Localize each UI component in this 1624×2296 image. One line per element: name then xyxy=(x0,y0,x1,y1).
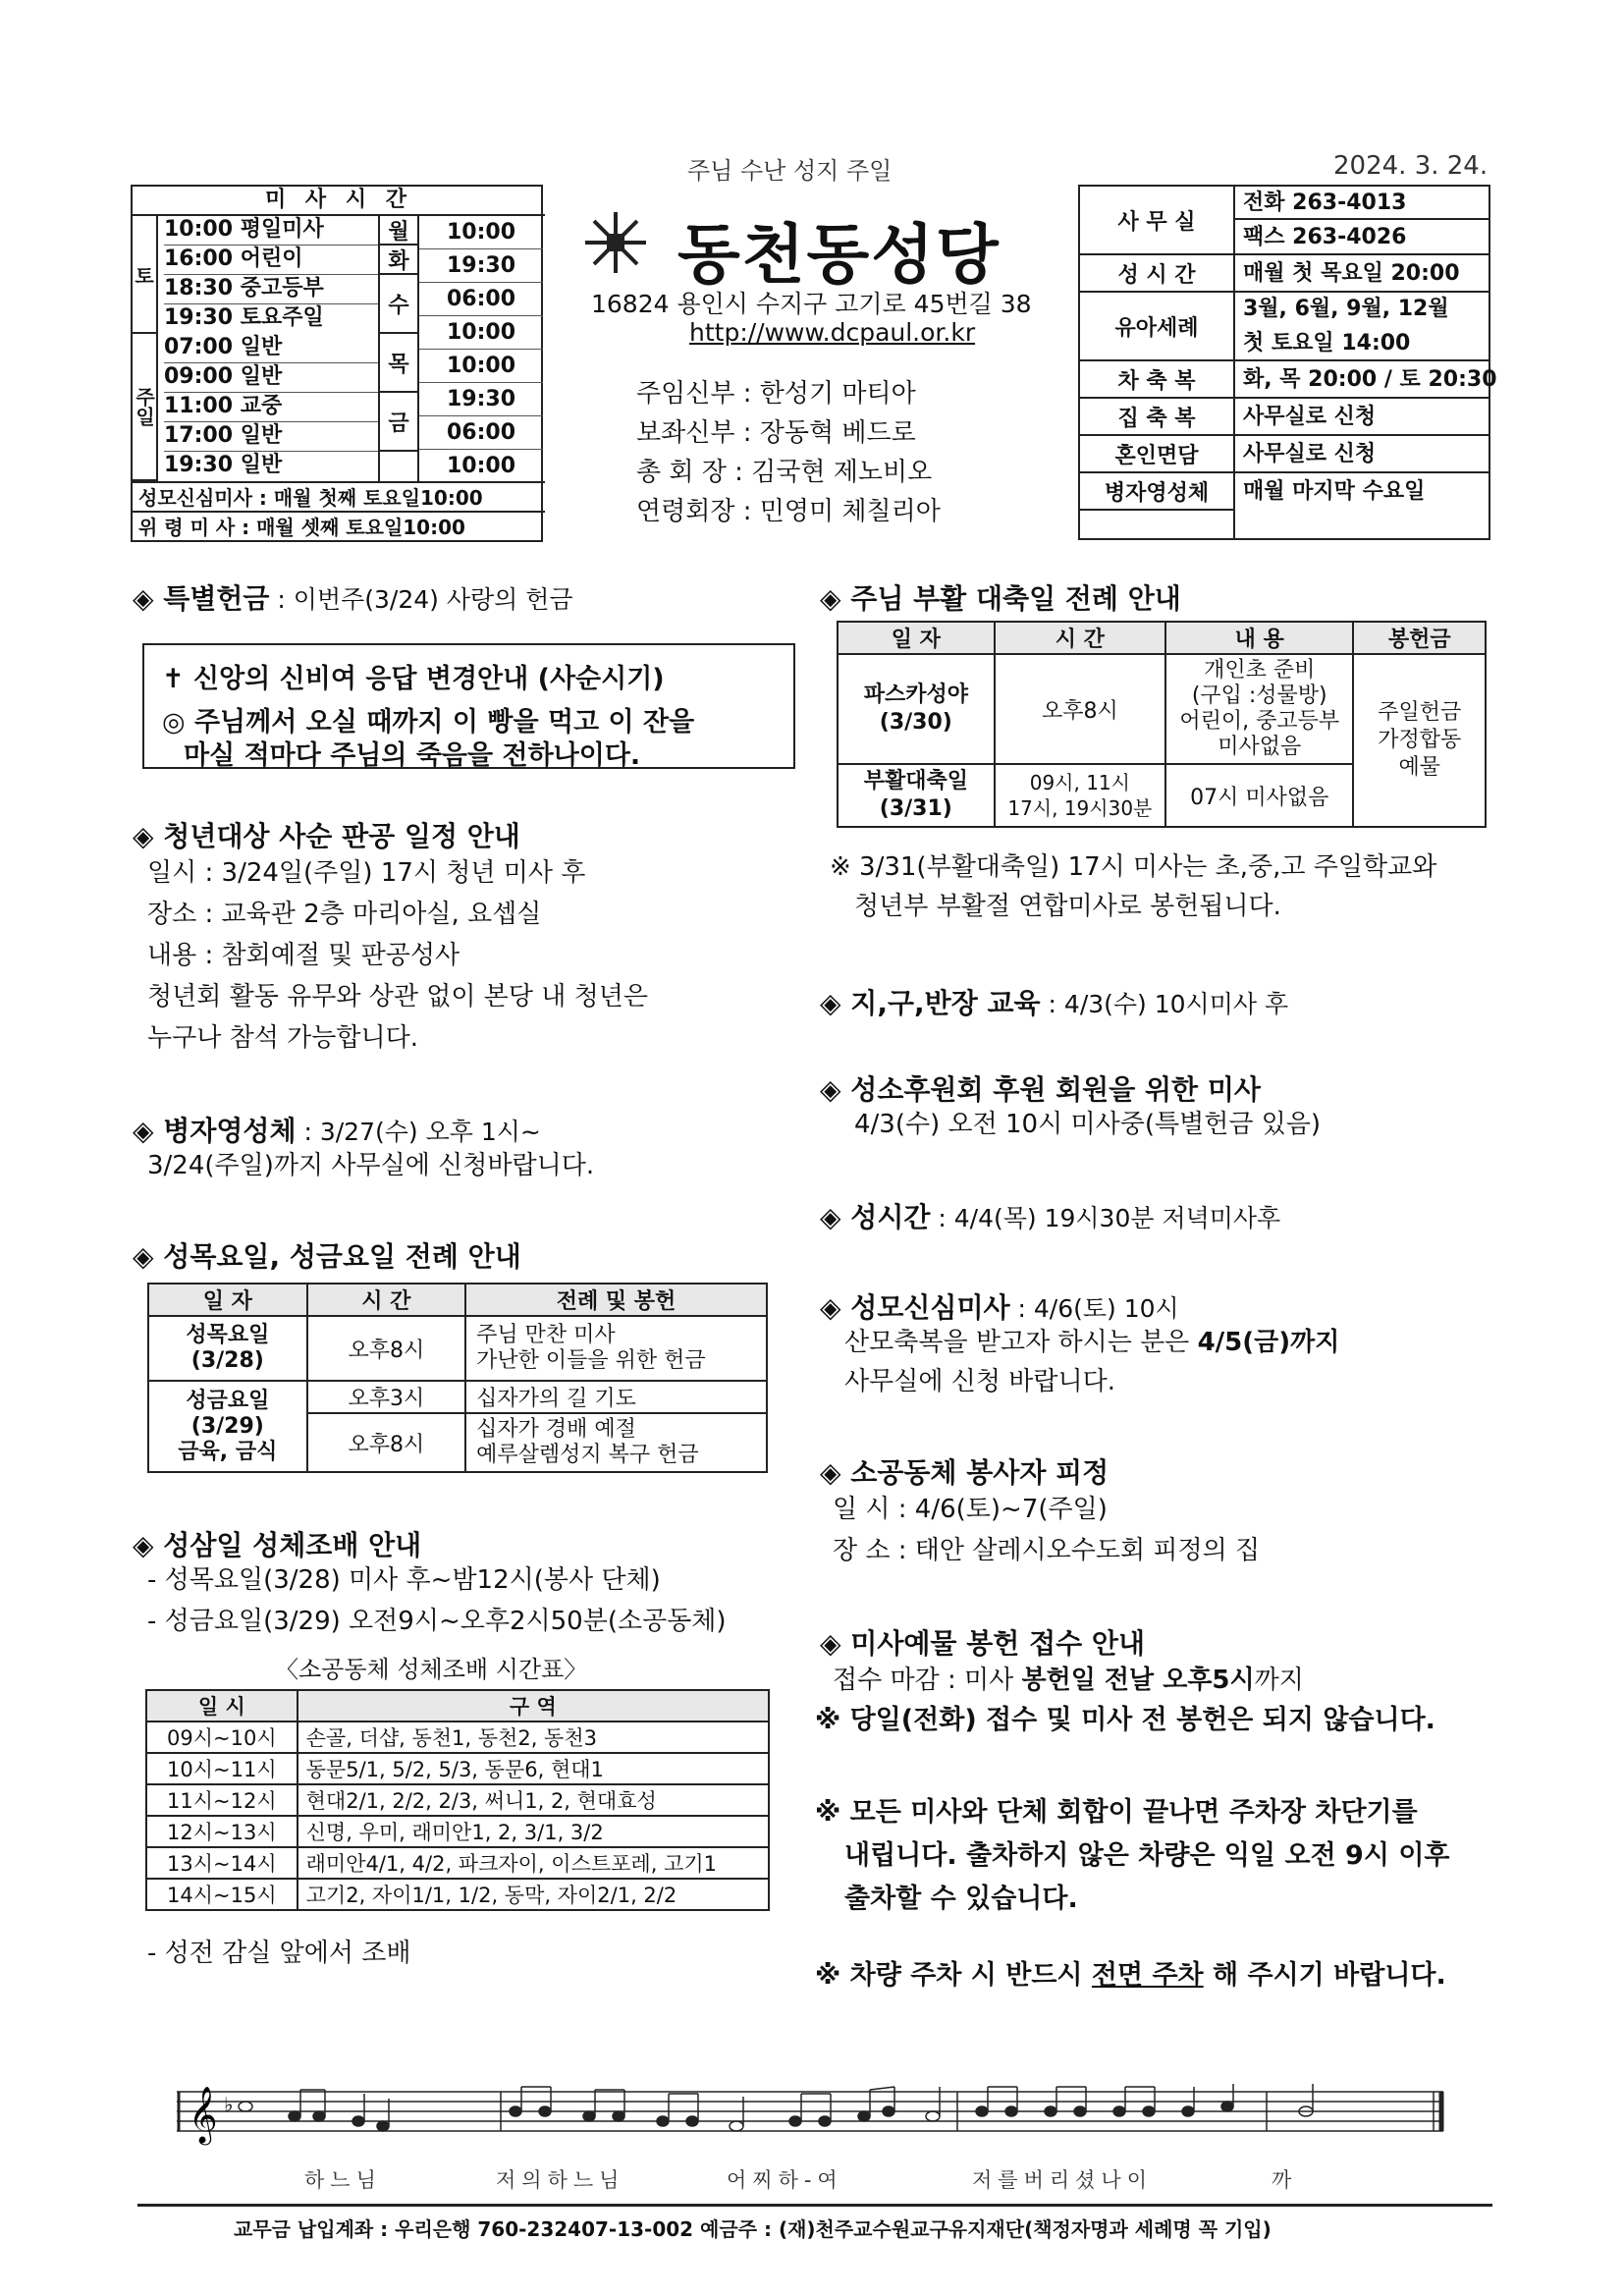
adoration-time: 14시~15시 xyxy=(146,1879,298,1910)
adoration-district: 동문5/1, 5/2, 5/3, 동문6, 현대1 xyxy=(298,1753,769,1784)
marian-mass-title: ◈ 성모신심미사 : 4/6(토) 10시 xyxy=(820,1291,1179,1324)
sick-communion-title: ◈ 병자영성체 : 3/27(수) 오후 1시~ xyxy=(133,1115,541,1147)
adoration-time: 11시~12시 xyxy=(146,1784,298,1816)
weekend-mass-item: 19:30 일반 xyxy=(164,453,283,477)
office-label: 병자영성체 xyxy=(1080,473,1233,511)
vigil-time: 오후8시 xyxy=(995,654,1165,764)
sunday-label: 주일 xyxy=(133,334,158,481)
office-value: 사무실로 신청 xyxy=(1235,436,1489,473)
lyric-4: 저를버리셨나이 xyxy=(972,2168,1154,2192)
office-value: 3월, 6월, 9월, 12월 xyxy=(1243,297,1449,321)
fri-offering: 예루살렘성지 복구 헌금 xyxy=(476,1443,699,1467)
fri-liturgy-1: 십자가의 길 기도 xyxy=(465,1381,767,1413)
adoration-row xyxy=(146,1784,769,1816)
adoration-row xyxy=(146,1847,769,1879)
adoration-line-2: - 성금요일(3/29) 오전9시~오후2시50분(소공동체) xyxy=(147,1607,727,1636)
adoration-row xyxy=(146,1816,769,1847)
church-logo xyxy=(581,208,650,277)
thu-date: (3/28) xyxy=(190,1348,264,1373)
weekend-mass-item: 17:00 일반 xyxy=(164,422,378,452)
weekend-mass-item: 16:00 어린이 xyxy=(164,246,378,275)
th-easter-content: 내 용 xyxy=(1165,622,1353,654)
parish-address: 16824 용인시 수지구 고기로 45번길 38 xyxy=(591,290,1032,318)
youth-penance-line: 누구나 참석 가능합니다. xyxy=(147,1023,418,1053)
mass-times-title: 미 사 시 간 xyxy=(133,187,545,216)
thu-offering: 가난한 이들을 위한 헌금 xyxy=(476,1348,706,1373)
weekday-mass-time: 10:00 xyxy=(419,350,543,383)
parking-notice-line: 출차할 수 있습니다. xyxy=(844,1884,1078,1914)
weekday-mass-time: 10:00 xyxy=(446,454,516,478)
adoration-time: 10시~11시 xyxy=(146,1753,298,1784)
adoration-schedule-table xyxy=(145,1689,770,1911)
th-easter-time: 시 간 xyxy=(995,622,1165,654)
special-offering-title: ◈ 특별헌금 : 이번주(3/24) 사랑의 헌금 xyxy=(133,582,573,615)
music-staff xyxy=(177,2082,1453,2170)
staff-member: 총 회 장 : 김국현 제노비오 xyxy=(636,458,933,487)
easter-content: 07시 미사없음 xyxy=(1165,764,1353,827)
adoration-time: 13시~14시 xyxy=(146,1847,298,1879)
triduum-table xyxy=(147,1283,768,1473)
weekday-mass-time: 06:00 xyxy=(419,416,543,450)
weekday-mass-time: 19:30 xyxy=(419,249,543,283)
office-value: 전화 263-4013 xyxy=(1235,187,1489,220)
th-district: 구 역 xyxy=(298,1690,769,1722)
leaders-education-title: ◈ 지,구,반장 교육 : 4/3(수) 10시미사 후 xyxy=(820,987,1289,1019)
sick-communion-line: 3/24(주일)까지 사무실에 신청바랍니다. xyxy=(147,1151,595,1180)
sunday-name: 주님 수난 성지 주일 xyxy=(687,157,893,185)
adoration-title: ◈ 성삼일 성체조배 안내 xyxy=(133,1529,422,1561)
fri-day: 성금요일 xyxy=(186,1388,270,1413)
easter-date: (3/31) xyxy=(879,796,952,821)
parish-url[interactable]: http://www.dcpaul.or.kr xyxy=(689,318,976,347)
weekend-mass-item: 11:00 교중 xyxy=(164,393,378,422)
office-label: 성 시 간 xyxy=(1080,255,1233,293)
mass-times-box xyxy=(131,185,543,542)
lyric-3: 어찌하-여 xyxy=(727,2168,843,2192)
offering-deadline: 접수 마감 : 미사 봉헌일 전날 오후5시까지 xyxy=(833,1666,1304,1695)
office-label: 집 축 복 xyxy=(1080,399,1233,436)
easter-offering-1: 주일헌금 xyxy=(1378,700,1462,725)
mass-offering-title: ◈ 미사예물 봉헌 접수 안내 xyxy=(820,1627,1146,1660)
fri-liturgy-2: 십자가 경배 예절 xyxy=(476,1417,636,1442)
weekday-label: 화 xyxy=(380,246,417,275)
svg-text:𝄞: 𝄞 xyxy=(189,2086,218,2143)
weekday-label: 월 xyxy=(380,216,417,246)
thu-day: 성목요일 xyxy=(186,1323,270,1347)
thu-time: 오후8시 xyxy=(307,1316,465,1381)
youth-penance-line: 청년회 활동 유무와 상관 없이 본당 내 청년은 xyxy=(147,982,648,1011)
marian-line-1: 산모축복을 받고자 하시는 분은 4/5(금)까지 xyxy=(844,1328,1340,1357)
office-label: 차 축 복 xyxy=(1080,361,1233,399)
easter-time-1: 09시, 11시 xyxy=(1029,771,1130,794)
th-easter-offering: 봉헌금 xyxy=(1353,622,1486,654)
weekday-label: 수 xyxy=(380,275,417,334)
office-value: 첫 토요일 14:00 xyxy=(1235,326,1489,361)
parking-notice-line: 내립니다. 출차하지 않은 차량은 익일 오전 9시 이후 xyxy=(844,1840,1450,1871)
office-label: 혼인면담 xyxy=(1080,436,1233,473)
weekday-mass-time: 10:00 xyxy=(419,216,543,249)
easter-time-2: 17시, 19시30분 xyxy=(1007,796,1153,820)
creed-line-2: 마실 적마다 주님의 죽음을 전하나이다. xyxy=(184,740,641,771)
office-value: 팩스 263-4026 xyxy=(1235,220,1489,255)
parking-notice-line: ※ 모든 미사와 단체 회합이 끝나면 주차장 차단기를 xyxy=(815,1797,1418,1828)
easter-note-2: 청년부 부활절 연합미사로 봉헌됩니다. xyxy=(854,892,1281,921)
bulletin-date: 2024. 3. 24. xyxy=(1333,151,1489,181)
weekend-mass-item: 07:00 일반 xyxy=(164,334,378,363)
vigil-note-4: 미사없음 xyxy=(1218,735,1302,759)
adoration-row xyxy=(146,1879,769,1910)
weekend-mass-item: 09:00 일반 xyxy=(164,363,378,393)
th-liturgy: 전례 및 봉헌 xyxy=(465,1284,767,1316)
weekday-label: 목 xyxy=(380,334,417,393)
fri-time-1: 오후3시 xyxy=(307,1381,465,1413)
staff-member: 연령회장 : 민영미 체칠리아 xyxy=(636,497,941,526)
adoration-line-1: - 성목요일(3/28) 미사 후~밤12시(봉사 단체) xyxy=(147,1565,661,1595)
weekday-mass-time: 10:00 xyxy=(419,316,543,350)
easter-offering-2: 가정합동 xyxy=(1378,728,1462,752)
th-easter-date: 일 자 xyxy=(838,622,995,654)
vigil-note-3: 어린이, 중고등부 xyxy=(1179,709,1340,734)
staff-member: 주임신부 : 한성기 마티아 xyxy=(636,379,916,409)
footer-divider xyxy=(137,2204,1492,2207)
youth-penance-title: ◈ 청년대상 사순 판공 일정 안내 xyxy=(133,820,520,852)
creed-change-box xyxy=(142,643,795,769)
office-info-table xyxy=(1078,185,1497,540)
requiem-mass-info: 위 령 미 사 : 매월 셋째 토요일10:00 xyxy=(138,516,465,539)
easter-note-1: ※ 3/31(부활대축일) 17시 미사는 초,중,고 주일학교와 xyxy=(830,852,1437,882)
th-date: 일 자 xyxy=(148,1284,307,1316)
youth-penance-line: 일시 : 3/24일(주일) 17시 청년 미사 후 xyxy=(147,858,586,888)
parish-name: 동천동성당 xyxy=(677,217,1001,293)
office-label: 사 무 실 xyxy=(1080,187,1233,255)
creed-change-title: ✝ 신앙의 신비여 응답 변경안내 (사순시기) xyxy=(162,664,665,694)
parking-front-notice: ※ 차량 주차 시 반드시 전면 주차 해 주시기 바랍니다. xyxy=(815,1960,1446,1991)
easter-day: 부활대축일 xyxy=(863,769,968,793)
adoration-time: 12시~13시 xyxy=(146,1816,298,1847)
lyric-5: 까 xyxy=(1272,2168,1292,2192)
office-value: 화, 목 20:00 / 토 20:30 xyxy=(1235,361,1489,399)
youth-penance-line: 장소 : 교육관 2층 마리아실, 요셉실 xyxy=(147,900,542,929)
office-label: 유아세례 xyxy=(1080,293,1233,361)
lyric-1: 하느님 xyxy=(304,2168,382,2192)
retreat-title: ◈ 소공동체 봉사자 피정 xyxy=(820,1456,1110,1489)
adoration-district: 현대2/1, 2/2, 2/3, 써니1, 2, 현대효성 xyxy=(298,1784,769,1816)
th-time-slot: 일 시 xyxy=(146,1690,298,1722)
adoration-row xyxy=(146,1753,769,1784)
vigil-note-2: (구입 :성물방) xyxy=(1191,683,1327,708)
saturday-label: 토 xyxy=(133,216,158,334)
vigil-day: 파스카성야 xyxy=(863,683,968,707)
staff-member: 보좌신부 : 장동혁 베드로 xyxy=(636,418,916,448)
vigil-note-1: 개인초 준비 xyxy=(1204,658,1316,683)
vocation-support-line: 4/3(수) 오전 10시 미사중(특별헌금 있음) xyxy=(854,1110,1322,1139)
easter-table xyxy=(837,621,1487,828)
lyric-2: 저의하느님 xyxy=(496,2168,625,2192)
adoration-district: 고기2, 자이1/1, 1/2, 동막, 자이2/1, 2/2 xyxy=(298,1879,769,1910)
easter-title: ◈ 주님 부활 대축일 전례 안내 xyxy=(820,582,1181,615)
adoration-district: 신명, 우미, 래미안1, 2, 3/1, 3/2 xyxy=(298,1816,769,1847)
youth-penance-line: 내용 : 참회예절 및 판공성사 xyxy=(147,941,460,970)
adoration-table-title: 〈소공동체 성체조배 시간표〉 xyxy=(275,1656,588,1683)
donation-account: 교무금 납입계좌 : 우리은행 760-232407-13-002 예금주 : (재)천주교수원교구유지재단(책정자명과 세례명 꼭 기입) xyxy=(234,2217,1272,2241)
vocation-support-title: ◈ 성소후원회 후원 회원을 위한 미사 xyxy=(820,1073,1261,1106)
weekday-label: 금 xyxy=(380,393,417,452)
adoration-district: 래미안4/1, 4/2, 파크자이, 이스트포레, 고기1 xyxy=(298,1847,769,1879)
adoration-district: 손골, 더샵, 동천1, 동천2, 동천3 xyxy=(298,1722,769,1753)
office-value: 사무실로 신청 xyxy=(1235,399,1489,436)
weekend-mass-item: 19:30 토요주일 xyxy=(164,305,324,330)
retreat-date: 일 시 : 4/6(토)~7(주일) xyxy=(833,1495,1108,1524)
fri-date: (3/29) xyxy=(190,1413,264,1439)
marian-line-2: 사무실에 신청 바랍니다. xyxy=(844,1367,1115,1396)
creed-line-1: ◎ 주님께서 오실 때까지 이 빵을 먹고 이 잔을 xyxy=(162,707,695,738)
holy-hour-title: ◈ 성시간 : 4/4(목) 19시30분 저녁미사후 xyxy=(820,1201,1281,1233)
vigil-date: (3/30) xyxy=(879,710,952,735)
thu-liturgy: 주님 만찬 미사 xyxy=(476,1323,616,1347)
adoration-footer: - 성전 감실 앞에서 조배 xyxy=(147,1939,411,1968)
weekend-mass-item: 18:30 중고등부 xyxy=(164,275,378,304)
fri-time-2: 오후8시 xyxy=(307,1413,465,1472)
th-time: 시 간 xyxy=(307,1284,465,1316)
weekday-mass-time: 06:00 xyxy=(419,283,543,316)
triduum-title: ◈ 성목요일, 성금요일 전례 안내 xyxy=(133,1240,521,1273)
easter-offering-3: 예물 xyxy=(1398,755,1440,780)
fri-fast: 금육, 금식 xyxy=(178,1439,278,1464)
adoration-time: 09시~10시 xyxy=(146,1722,298,1753)
weekday-mass-time: 19:30 xyxy=(419,383,543,416)
svg-text:♭: ♭ xyxy=(224,2093,234,2116)
adoration-row xyxy=(146,1722,769,1753)
marian-mass-info: 성모신심미사 : 매월 첫째 토요일10:00 xyxy=(133,481,545,513)
office-value: 매월 첫 목요일 20:00 xyxy=(1235,255,1489,293)
retreat-place: 장 소 : 태안 살레시오수도회 피정의 집 xyxy=(833,1536,1261,1565)
weekend-mass-item: 10:00 평일미사 xyxy=(164,216,378,246)
office-value: 매월 마지막 수요일 xyxy=(1243,479,1426,504)
offering-note: ※ 당일(전화) 접수 및 미사 전 봉헌은 되지 않습니다. xyxy=(815,1705,1435,1735)
